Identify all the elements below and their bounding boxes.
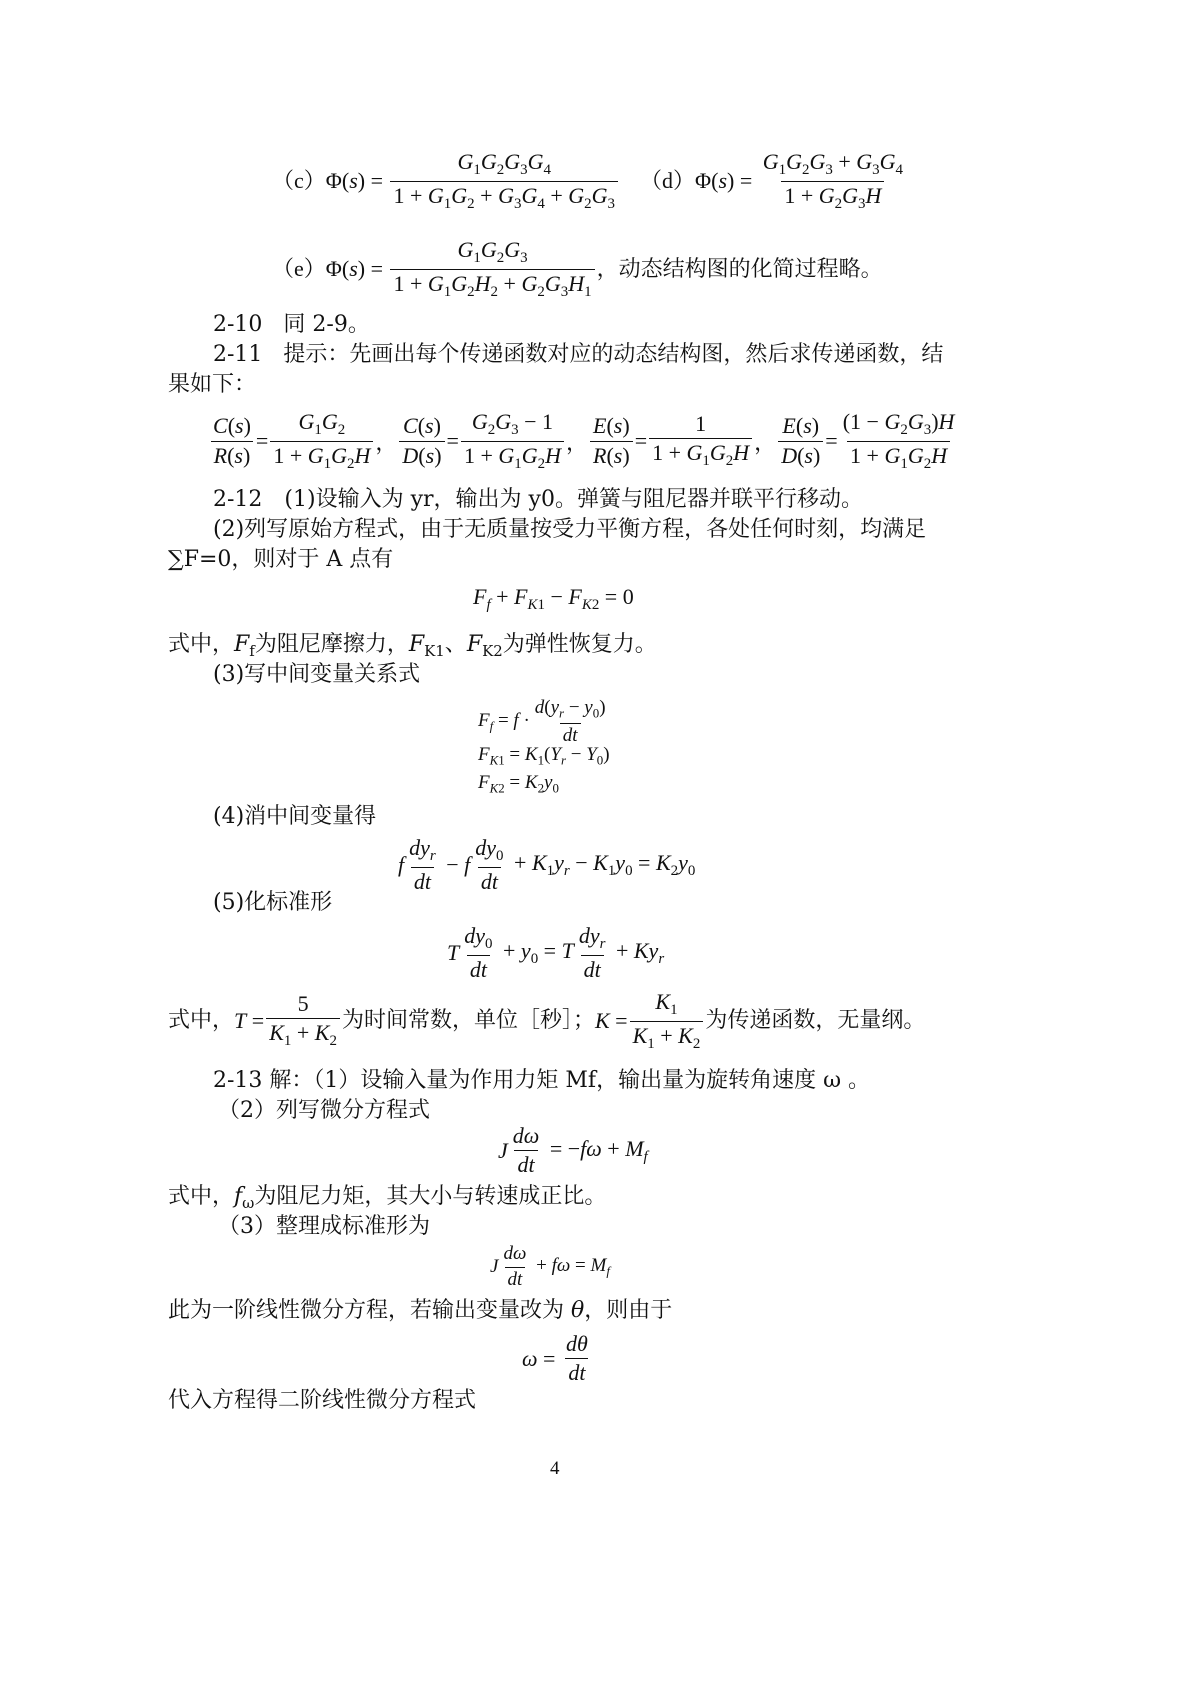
paragraph-2-13-last: 代入方程得二阶线性微分方程式 [168,1388,477,1413]
intermediate-eq-ff: $F_f = f$ · $\frac{d(y_r - y_0)}{dt}$ [478,697,606,746]
paragraph-2-13-where: 式中，$f_\omega$为阻尼力矩，其大小与转速成正比。 [168,1184,607,1213]
equation-e: （e） Φ(s) = $\frac{G_1G_2G_3}{1 + G_1G_2H_2 + G_2G_3H_1}$ ，动态结构图的化简过程略。 [272,237,883,300]
omega-definition: ω = $\frac{d\theta}{dt}$ [522,1331,588,1386]
equation-c: （c） Φ(s) = $\frac{G_1G_2G_3G_4}{1 + G_1G_2 + G_3G_4 + G_2G_3}$ [272,150,620,212]
page-number: 4 [550,1458,560,1479]
paragraph-2-12-where2: 式中， T = $\frac{5}{K_1 + K_2}$ 为时间常数，单位［秒］； K = $\frac{K_1}{K_1 + K_2}$ 为传递函数，无量纲。 [168,989,926,1052]
paragraph-2-11-line2: 果如下： [168,372,257,397]
transfer-functions-row: $\frac{C(s)}{R(s)}$ = $\frac{G_1G_2}{1 + G_1G_2H}$ ， $\frac{C(s)}{D(s)}$ = $\frac{G_2G_3 - 1}{1 + G_1G_2H}$ ， $\frac{E(s)}{R(s)}$ = $\frac{1}{1 + G_1G_2H}$ ， $\frac{E(s)}{D(s)}$ = $\frac{(1 - G_2G_3)H}{1 + G_1G_2H}$ [208,410,959,472]
equation-d: （d） Φ(s) = $\frac{G_1G_2G_3 + G_3G_4}{1 + G_2G_3H}$ [640,149,904,212]
paragraph-2-12-step5: (5)化标准形 [213,890,333,915]
rotational-standard-equation: J $\frac{d\omega}{dt}$ + $f\omega = M_f$ [490,1243,610,1290]
paragraph-2-13-step2: （2）列写微分方程式 [218,1098,430,1123]
paragraph-2-12-where1: 式中，$F_f$为阻尼摩擦力，$F_{K1}$、$F_{K2}$为弹性恢复力。 [168,632,657,661]
paragraph-2-12-step4: (4)消中间变量得 [213,804,377,829]
force-balance-equation: $F_f + F_{K1} - F_{K2} = 0$ [473,584,634,614]
intermediate-eq-fk2: $F_{K2} = K_2y_0$ [478,772,559,796]
paragraph-2-11-line1: 2-11 提示：先画出每个传递函数对应的动态结构图，然后求传递函数，结 [213,342,944,367]
paragraph-2-12-step2-line2: ∑F=0，则对于 A 点有 [168,547,394,572]
paragraph-2-10: 2-10 同 2-9。 [213,312,370,337]
rotational-equation: J $\frac{d\omega}{dt}$ = $-f\omega + M_f$ [498,1123,648,1178]
eliminated-equation: f $\frac{dy_r}{dt}$ − f $\frac{dy_0}{dt}$ + $K_1y_r - K_1y_0 = K_2y_0$ [398,835,696,894]
paragraph-2-13-step1: 2-13 解：（1）设输入量为作用力矩 Mf，输出量为旋转角速度 ω 。 [213,1068,871,1093]
paragraph-2-13-step3: （3）整理成标准形为 [218,1214,430,1239]
standard-form-equation: T $\frac{dy_0}{dt}$ + $y_0 = T$ $\frac{dy_r}{dt}$ + $Ky_r$ [447,923,665,982]
paragraph-2-12-step2-line1: (2)列写原始方程式，由于无质量按受力平衡方程，各处任何时刻，均满足 [213,517,927,542]
paragraph-2-12-step1: 2-12 (1)设输入为 yr，输出为 y0。弹簧与阻尼器并联平行移动。 [213,487,863,512]
intermediate-eq-fk1: $F_{K1} = K_1(Y_r - Y_0)$ [478,744,610,768]
paragraph-2-12-step3: (3)写中间变量关系式 [213,662,421,687]
paragraph-2-13-line: 此为一阶线性微分方程，若输出变量改为 θ，则由于 [168,1298,673,1323]
